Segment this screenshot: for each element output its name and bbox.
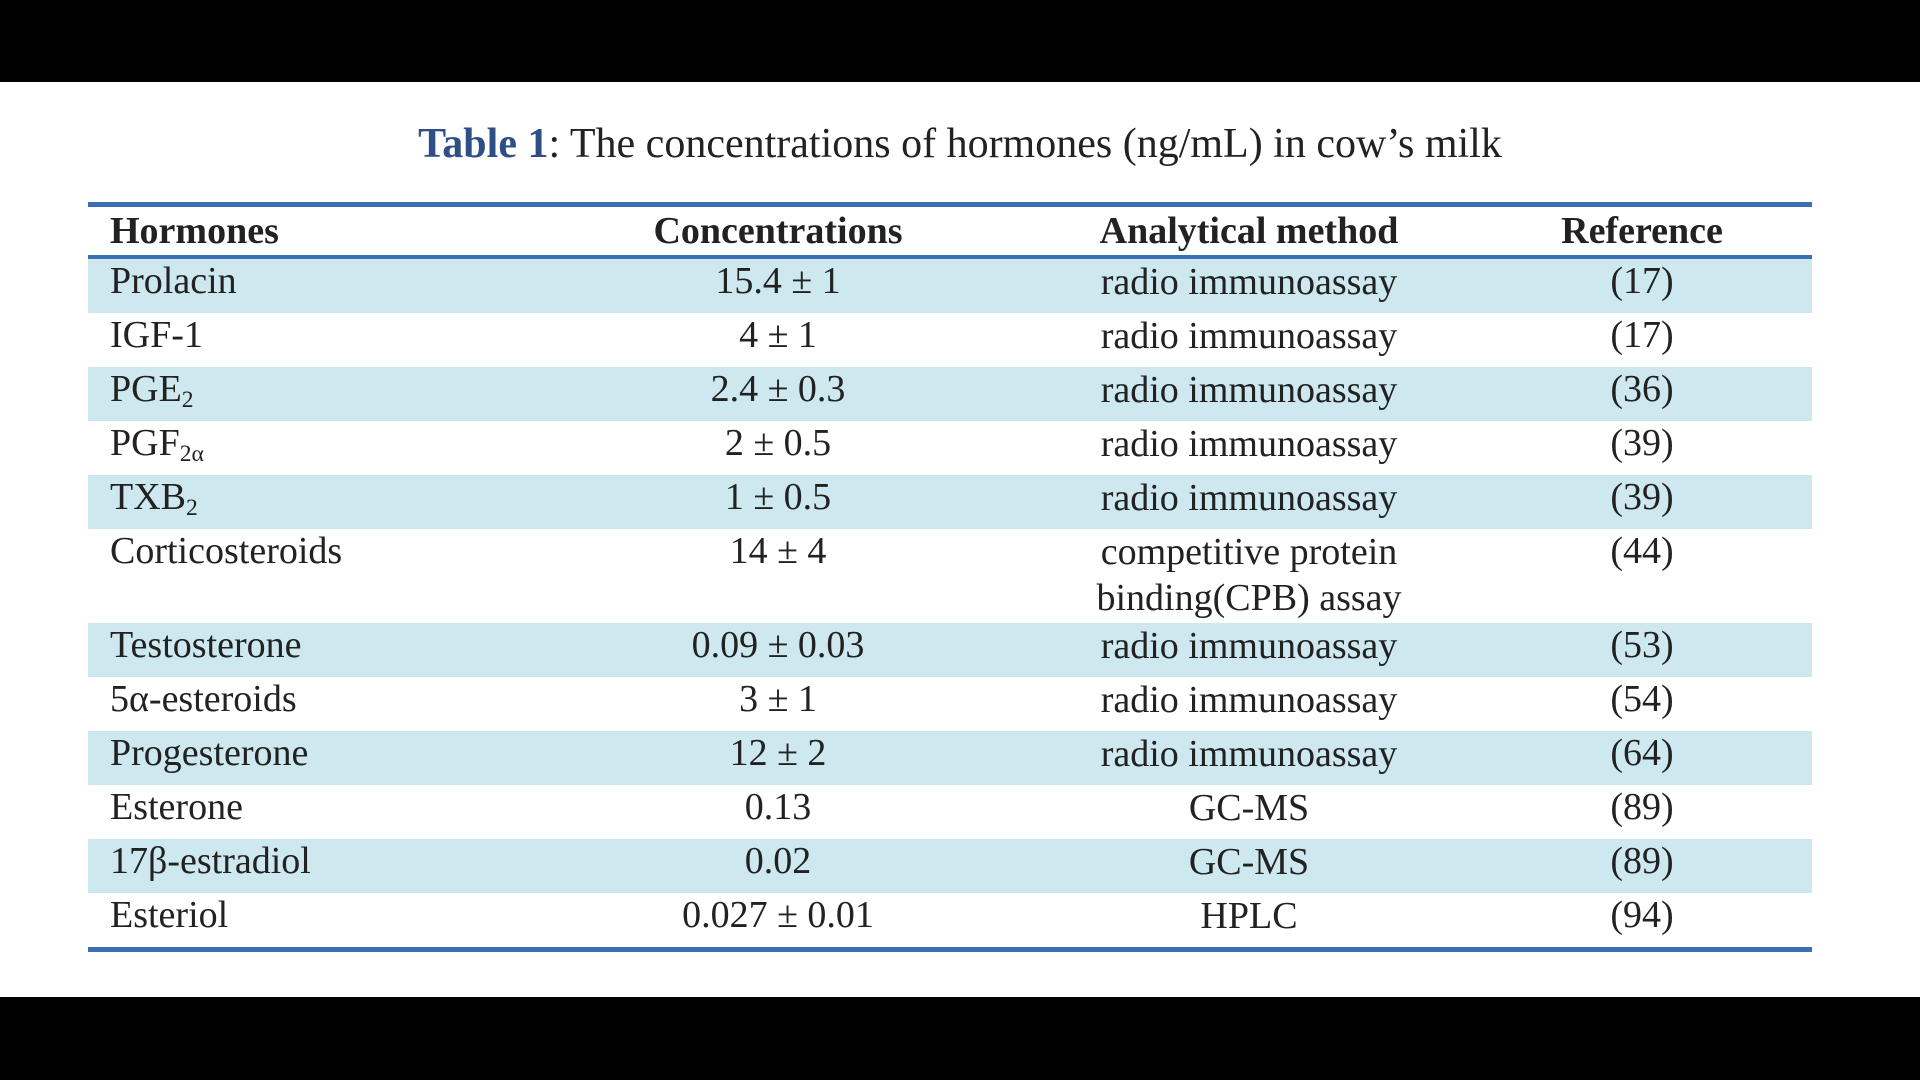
hormone-name: Esteriol xyxy=(110,894,229,936)
table-row xyxy=(88,785,1812,839)
table-row xyxy=(88,475,1812,529)
table-row xyxy=(88,421,1812,475)
cell-concentration: 0.02 xyxy=(744,840,812,882)
cell-hormone xyxy=(88,623,530,677)
cell-concentration: 0.13 xyxy=(744,786,812,828)
cell-concentration: 0.09 ± 0.03 xyxy=(691,624,865,666)
cell-analytical-method xyxy=(1026,313,1472,367)
cell-reference: (39) xyxy=(1610,476,1674,518)
cell-concentration: 4 ± 1 xyxy=(739,314,817,356)
hormone-name: IGF-1 xyxy=(110,314,203,356)
method-line: radio immunoassay xyxy=(1100,679,1398,721)
table-row xyxy=(88,367,1812,421)
method-line: radio immunoassay xyxy=(1100,315,1398,357)
cell-concentration: 15.4 ± 1 xyxy=(715,260,841,302)
hormone-name: Corticosteroids xyxy=(110,530,343,572)
cell-reference: (89) xyxy=(1610,786,1674,828)
table-body xyxy=(88,257,1812,950)
table-row xyxy=(88,623,1812,677)
method-line: competitive protein xyxy=(1100,531,1398,573)
method-line-2: binding(CPB) assay xyxy=(1096,577,1402,619)
cell-concentration: 2.4 ± 0.3 xyxy=(710,368,846,410)
hormone-name: 17β-estradiol xyxy=(110,840,311,882)
table-row xyxy=(88,731,1812,785)
method-line: HPLC xyxy=(1200,895,1298,937)
cell-reference: (44) xyxy=(1610,530,1674,572)
hormone-name: PGE xyxy=(110,368,182,410)
cell-reference: (17) xyxy=(1610,314,1674,356)
cell-concentration: 0.027 ± 0.01 xyxy=(682,894,874,936)
hormone-name: Esterone xyxy=(110,786,243,828)
hormone-subscript: 2α xyxy=(179,440,204,467)
cell-analytical-method xyxy=(1026,731,1472,785)
header-analytical-method: Analytical method xyxy=(1099,210,1399,252)
table-caption-text: : The concentrations of hormones (ng/mL) in cow’s milk xyxy=(548,121,1502,167)
table-row xyxy=(88,529,1812,623)
cell-reference: (94) xyxy=(1610,894,1674,936)
cell-hormone xyxy=(88,257,530,313)
hormone-name: Progesterone xyxy=(110,732,309,774)
table-row xyxy=(88,257,1812,313)
header-concentrations: Concentrations xyxy=(653,210,903,252)
slide-frame xyxy=(0,82,1920,997)
hormones-table-container xyxy=(88,202,1812,952)
cell-analytical-method xyxy=(1026,785,1472,839)
cell-reference: (89) xyxy=(1610,840,1674,882)
cell-analytical-method xyxy=(1026,367,1472,421)
hormone-name: PGF xyxy=(110,422,180,464)
header-reference: Reference xyxy=(1561,210,1723,252)
table-caption-label: Table 1 xyxy=(418,121,549,167)
cell-analytical-method xyxy=(1026,839,1472,893)
cell-analytical-method xyxy=(1026,677,1472,731)
cell-concentration: 1 ± 0.5 xyxy=(724,476,832,518)
cell-reference: (53) xyxy=(1610,624,1674,666)
cell-hormone xyxy=(88,475,530,529)
cell-hormone xyxy=(88,313,530,367)
cell-hormone xyxy=(88,731,530,785)
cell-concentration: 14 ± 4 xyxy=(729,530,827,572)
cell-analytical-method xyxy=(1026,421,1472,475)
table-caption xyxy=(0,120,1920,168)
cell-reference: (64) xyxy=(1610,732,1674,774)
cell-analytical-method xyxy=(1026,475,1472,529)
method-line: GC-MS xyxy=(1188,841,1310,883)
table-header-row xyxy=(88,205,1812,258)
header-hormones: Hormones xyxy=(110,210,279,252)
hormone-name: Testosterone xyxy=(110,624,302,666)
cell-analytical-method xyxy=(1026,257,1472,313)
hormone-name: TXB xyxy=(110,476,186,518)
method-line: radio immunoassay xyxy=(1100,369,1398,411)
cell-reference: (36) xyxy=(1610,368,1674,410)
cell-reference: (54) xyxy=(1610,678,1674,720)
cell-concentration: 12 ± 2 xyxy=(729,732,827,774)
cell-hormone xyxy=(88,529,530,623)
table-row xyxy=(88,839,1812,893)
cell-hormone xyxy=(88,421,530,475)
cell-hormone xyxy=(88,839,530,893)
method-line: radio immunoassay xyxy=(1100,477,1398,519)
cell-hormone xyxy=(88,785,530,839)
method-line: GC-MS xyxy=(1188,787,1310,829)
method-line: radio immunoassay xyxy=(1100,423,1398,465)
method-line: radio immunoassay xyxy=(1100,625,1398,667)
cell-hormone xyxy=(88,893,530,950)
hormone-name: 5α-esteroids xyxy=(110,678,297,720)
cell-hormone xyxy=(88,367,530,421)
table-row xyxy=(88,313,1812,367)
cell-analytical-method xyxy=(1026,623,1472,677)
table-row xyxy=(88,677,1812,731)
hormone-name: Prolacin xyxy=(110,260,237,302)
cell-concentration: 2 ± 0.5 xyxy=(724,422,832,464)
cell-reference: (17) xyxy=(1610,260,1674,302)
hormone-subscript: 2 xyxy=(181,386,194,413)
table-row xyxy=(88,893,1812,950)
cell-hormone xyxy=(88,677,530,731)
hormone-subscript: 2 xyxy=(186,494,198,521)
cell-analytical-method xyxy=(1026,529,1472,623)
cell-analytical-method xyxy=(1026,893,1472,950)
method-line: radio immunoassay xyxy=(1100,733,1398,775)
cell-concentration: 3 ± 1 xyxy=(739,678,817,720)
hormones-table xyxy=(88,202,1812,952)
cell-reference: (39) xyxy=(1610,422,1674,464)
method-line: radio immunoassay xyxy=(1100,261,1398,303)
